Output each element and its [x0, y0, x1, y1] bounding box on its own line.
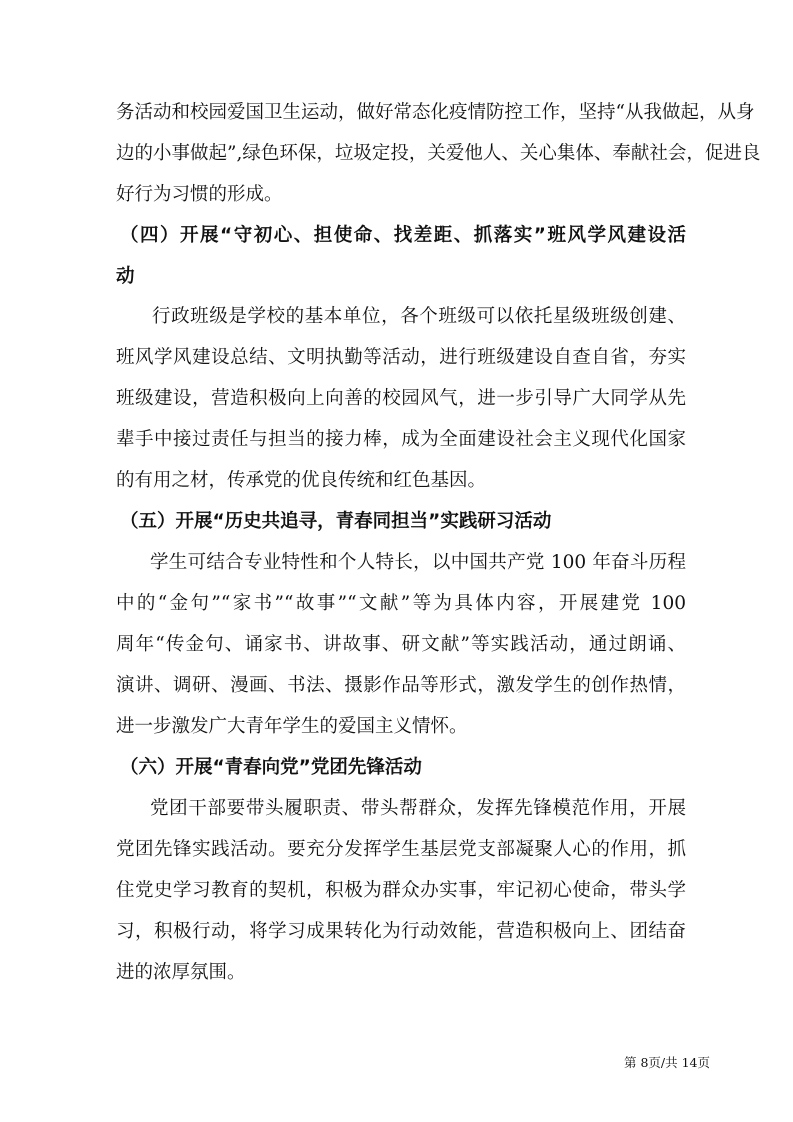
text-line: 住党史学习教育的契机，积极为群众办实事，牢记初心使命，带头学 [116, 880, 686, 901]
text-line: 演讲、调研、漫画、书法、摄影作品等形式，激发学生的创作热情， [116, 675, 686, 696]
text-line: 好行为习惯的形成。 [116, 184, 283, 205]
text-line: 辈手中接过责任与担当的接力棒，成为全面建设社会主义现代化国家 [116, 429, 686, 450]
text-line: 习，积极行动，将学习成果转化为行动效能，营造积极向上、团结奋 [116, 921, 686, 942]
text-line: 进的浓厚氛围。 [116, 962, 246, 983]
text-line: 边的小事做起”,绿色环保，垃圾定投，关爱他人、关心集体、奉献社会，促进良 [116, 143, 761, 164]
text-line: 的有用之材，传承党的优良传统和红色基因。 [116, 470, 487, 491]
text-line: 中的“金句”“家书”“故事”“文献”等为具体内容，开展建党 100 [116, 593, 686, 614]
text-line: 行政班级是学校的基本单位，各个班级可以依托星级班级创建、 [152, 306, 686, 327]
text-line: 进一步激发广大青年学生的爱国主义情怀。 [116, 716, 468, 737]
section-heading: （四）开展“守初心、担使命、找差距、抓落实”班风学风建设活 [120, 225, 686, 246]
text-line: 学生可结合专业特性和个人特长，以中国共产党 100 年奋斗历程 [150, 552, 686, 573]
text-line: 班风学风建设总结、文明执勤等活动，进行班级建设自查自省，夯实 [116, 347, 686, 368]
text-line: 党团先锋实践活动。要充分发挥学生基层党支部凝聚人心的作用，抓 [116, 839, 686, 860]
text-line: 班级建设，营造积极向上向善的校园风气，进一步引导广大同学从先 [116, 388, 686, 409]
text-line: 务活动和校园爱国卫生运动，做好常态化疫情防控工作，坚持“从我做起，从身 [116, 102, 755, 123]
page-number: 第 8页/共 14页 [623, 1055, 710, 1070]
section-heading: 动 [116, 266, 135, 287]
text-line: 周年“传金句、诵家书、讲故事、研文献”等实践活动，通过朗诵、 [116, 634, 686, 655]
section-heading: （六）开展“青春向党”党团先锋活动 [120, 757, 422, 778]
section-heading: （五）开展“历史共追寻，青春同担当”实践研习活动 [120, 511, 552, 532]
text-line: 党团干部要带头履职责、带头帮群众，发挥先锋模范作用，开展 [150, 798, 686, 819]
